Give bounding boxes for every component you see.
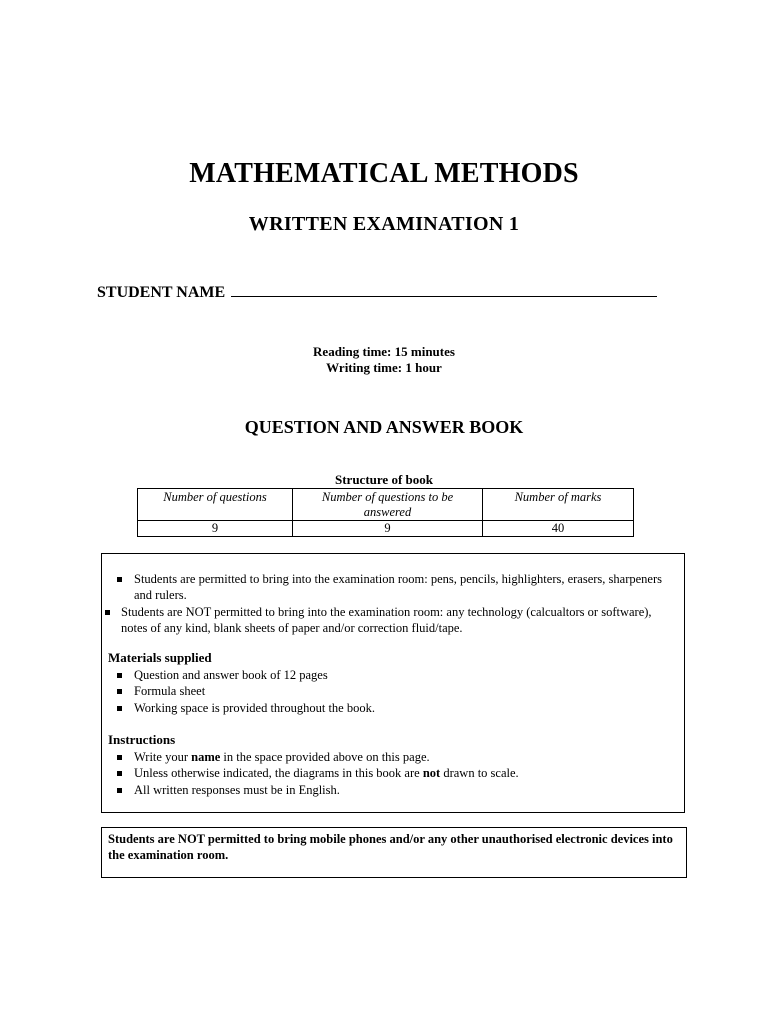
bullet-icon [117, 771, 122, 776]
bullet-icon [117, 706, 122, 711]
list-item: Working space is provided throughout the book. [112, 700, 672, 716]
list-item: Students are permitted to bring into the examination room: pens, pencils, highlighters, erasers, sharpeners and rulers. [112, 571, 680, 604]
instructions-list [112, 749, 672, 798]
exam-subtitle: WRITTEN EXAMINATION 1 [248, 213, 520, 235]
structure-table [137, 488, 634, 537]
exam-title: MATHEMATICAL METHODS [189, 158, 579, 189]
bullet-icon [117, 577, 122, 582]
header-number-of-marks: Number of marks [483, 489, 634, 521]
bullet-icon [117, 755, 122, 760]
list-item: All written responses must be in English. [112, 782, 672, 798]
student-name-row [97, 282, 657, 302]
structure-value-row [138, 521, 634, 537]
header-number-of-questions: Number of questions [138, 489, 293, 521]
bullet-icon [117, 689, 122, 694]
book-title: QUESTION AND ANSWER BOOK [244, 417, 524, 437]
student-name-line[interactable] [231, 282, 657, 297]
value-number-of-marks: 40 [483, 521, 634, 537]
bullet-icon [105, 610, 110, 615]
rules-box [101, 553, 685, 813]
list-item: Students are NOT permitted to bring into the examination room: any technology (calcualtors or software), notes of any kind, blank sheets of paper and/or correction fluid/tape. [105, 604, 680, 637]
value-questions-to-answer: 9 [293, 521, 483, 537]
structure-header-row [138, 489, 634, 521]
header-questions-to-answer: Number of questions to be answered [293, 489, 483, 521]
materials-list [112, 667, 672, 716]
bullet-icon [117, 788, 122, 793]
instructions-heading: Instructions [108, 732, 176, 747]
reading-time: Reading time: 15 minutes [313, 344, 455, 359]
list-item: Formula sheet [112, 683, 672, 699]
warning-box: Students are NOT permitted to bring mobile phones and/or any other unauthorised electronic devices into the examination room. [101, 827, 687, 878]
structure-caption: Structure of book [335, 472, 433, 487]
list-item: Write your name in the space provided above on this page. [112, 749, 672, 765]
list-item: Question and answer book of 12 pages [112, 667, 672, 683]
value-number-of-questions: 9 [138, 521, 293, 537]
student-name-label: STUDENT NAME [97, 284, 226, 301]
list-item: Unless otherwise indicated, the diagrams in this book are not drawn to scale. [112, 765, 672, 781]
bullet-icon [117, 673, 122, 678]
materials-heading: Materials supplied [108, 650, 212, 665]
writing-time: Writing time: 1 hour [326, 360, 442, 375]
permissions-list [112, 571, 680, 636]
